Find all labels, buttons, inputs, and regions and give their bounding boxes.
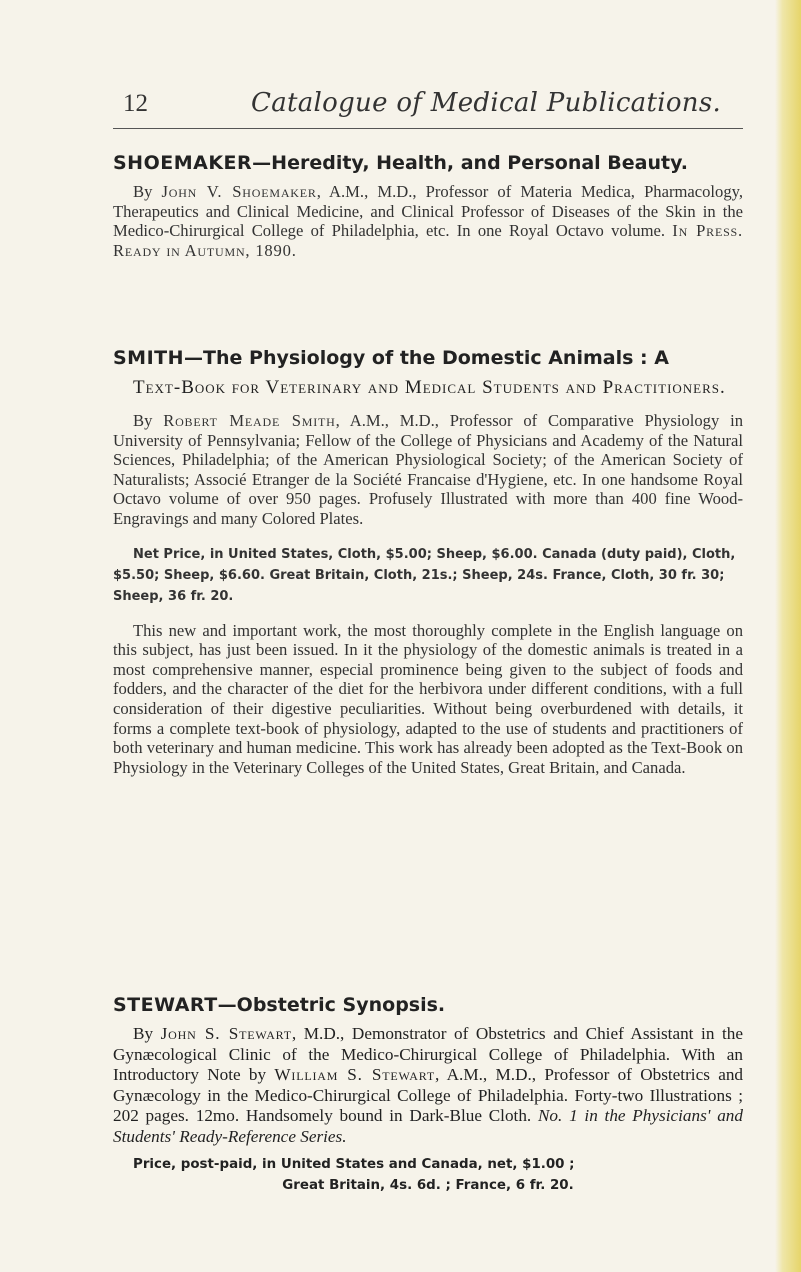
page-edge xyxy=(775,0,801,1272)
entry-author: SMITH xyxy=(113,347,185,369)
entry-author: SHOEMAKER xyxy=(113,152,253,174)
entry-shoemaker xyxy=(113,150,743,260)
running-title: Catalogue of Medical Publications. xyxy=(251,88,722,118)
byline-prefix: By xyxy=(133,411,164,430)
entry-price-line-1: Price, post-paid, in United States and Canada, net, $1.00 ; xyxy=(133,1156,575,1172)
byline-text: , M.D., Demonstrator of Obstetrics and Chief Assistant in the Gynæcological Clinic of the Medico-Chirurgical College of Philadelphia. With an Introductory Note by xyxy=(113,1024,744,1085)
running-head xyxy=(113,88,743,129)
byline-author: Robert Meade Smith xyxy=(163,411,336,430)
entry-subtitle-text: Text-Book for Veterinary and Medical Students and Practitioners. xyxy=(133,377,726,398)
page-number: 12 xyxy=(123,90,148,117)
entry-byline xyxy=(113,411,743,529)
byline-author: John S. Stewart xyxy=(160,1024,292,1043)
entry-stewart xyxy=(113,992,743,1196)
entry-price: Net Price, in United States, Cloth, $5.00; Sheep, $6.00. Canada (duty paid), Cloth, $5.50; Sheep, $6.60. Great Britain, Cloth, 21s.; Sheep, 24s. France, Cloth, 30 fr. 30; Sheep, 36 fr. 20. xyxy=(113,546,736,604)
entry-subtitle xyxy=(133,374,743,401)
entry-title: —Obstetric Synopsis. xyxy=(217,994,446,1016)
byline-text: , A.M., M.D., Professor of Comparative Physiology in University of Pennsylvania; Fellow of the College of Physicians and Academy of the Natural Sciences, Philadelphia; of the American Physiological Society; of the American Society of Naturalists; Associé Etranger de la Société Francaise d'Hygiene, etc. In one handsome Royal Octavo volume of over 950 pages. Profusely Illustrated with more than 400 fine Wood-Engravings and many Colored Plates. xyxy=(113,411,743,528)
entry-title: —Heredity, Health, and Personal Beauty. xyxy=(252,152,688,174)
byline-press: In Press. Ready in Autumn, 1890. xyxy=(113,221,743,260)
entry-author: STEWART xyxy=(113,994,218,1016)
entry-heading xyxy=(113,992,743,1018)
series-note: No. 1 in the Physicians' and Students' Ready-Reference Series. xyxy=(113,1106,743,1146)
entry-title: —The Physiology of the Domestic Animals : A xyxy=(184,347,669,369)
entry-description: This new and important work, the most thoroughly complete in the English language on this subject, has just been issued. In it the physiology of the domestic animals is treated in a most comprehensive manner, especial prominence being given to the subject of foods and fodders, and the character of the diet for the herbivora under different conditions, with a full consideration of their digestive peculiarities. Without being overburdened with details, it forms a complete text-book of physiology, adapted to the use of students and practitioners of both veterinary and human medicine. This work has already been adopted as the Text-Book on Physiology in the Veterinary Colleges of the United States, Great Britain, and Canada. xyxy=(113,620,743,777)
entry-byline xyxy=(113,1024,743,1148)
entry-heading xyxy=(113,150,743,176)
byline-text-2: , A.M., M.D., Professor of Obstetrics and Gynæcology in the Medico-Chirurgical College of Philadelphia. Forty-two Illustrations ; 202 pages. 12mo. Handsomely bound in Dark-Blue Cloth. xyxy=(113,1065,744,1126)
entry-smith xyxy=(113,345,743,777)
entry-price-line-2: Great Britain, 4s. 6d. ; France, 6 fr. 20. xyxy=(282,1177,574,1193)
byline-prefix: By xyxy=(133,182,162,201)
entry-heading xyxy=(113,345,743,371)
entry-byline xyxy=(113,182,743,260)
byline-prefix: By xyxy=(133,1024,161,1043)
byline-author: John V. Shoemaker xyxy=(161,182,317,201)
byline-author-2: William S. Stewart xyxy=(274,1065,435,1085)
byline-text: , A.M., M.D., Professor of Materia Medica, Pharmacology, Therapeutics and Clinical Medicine, and Clinical Professor of Diseases of the Skin in the Medico-Chirurgical College of Philadelphia, etc. In one Royal Octavo volume. xyxy=(113,182,743,241)
